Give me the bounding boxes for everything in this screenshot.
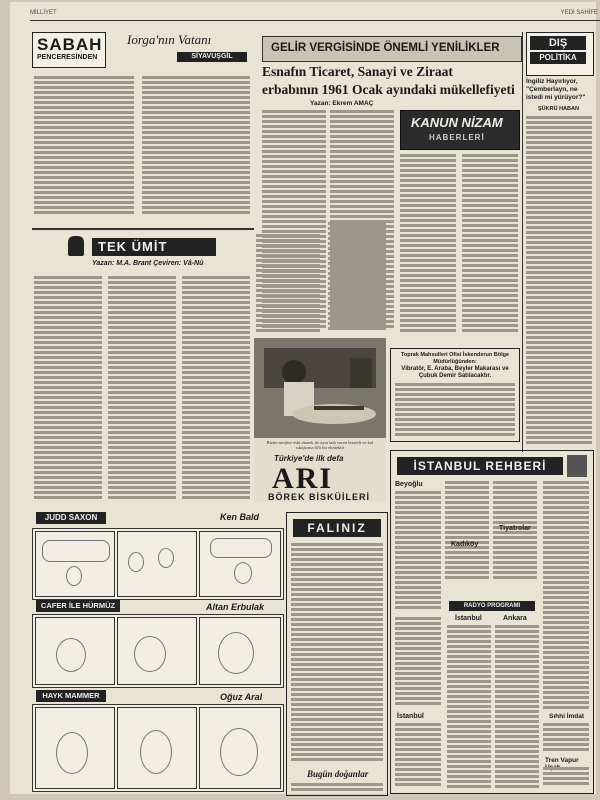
dis-title: DIŞ <box>530 36 586 50</box>
radyo-ankara-list <box>495 625 539 789</box>
vergi-author: Yazan: Ekrem AMAÇ <box>310 100 374 107</box>
rehber-sihhi: Sıhhi İmdat <box>549 713 585 720</box>
rehber-vapur-list <box>543 767 589 789</box>
rehber-istanbul-2: İstanbul <box>397 713 424 720</box>
ari-product: BÖREK BİSKÜİLERİ <box>268 492 371 502</box>
tek-text-col1 <box>34 276 102 504</box>
sabah-subtitle: PENCERESİNDEN <box>37 54 98 61</box>
vergi-banner-text: GELİR VERGİSİNDE ÖNEMLİ YENİLİKLER <box>271 42 500 54</box>
sabah-column <box>32 32 252 222</box>
figure <box>66 566 82 586</box>
sabah-rule <box>32 228 254 230</box>
speech-bubble <box>42 540 110 562</box>
figure <box>134 636 166 672</box>
comic-panel <box>35 707 115 789</box>
comic-hayk-title: HAYK MAMMER <box>36 690 106 702</box>
rehber-kadikoy: Kadıköy <box>451 541 479 548</box>
sabah-headline: Iorga'nın Vatanı <box>127 32 212 47</box>
rehber-beyoglu-list <box>395 491 441 611</box>
comic-panel <box>117 707 197 789</box>
sabah-author: SİYAVUŞGİL <box>177 52 247 62</box>
figure <box>218 632 254 674</box>
rehber-sihhi-list <box>543 723 589 753</box>
toprak-notice <box>390 348 520 442</box>
figure <box>220 728 258 776</box>
newspaper-page <box>10 2 596 794</box>
figure <box>158 548 174 568</box>
comic-panel <box>117 617 197 685</box>
kanun-text-col2 <box>462 154 518 334</box>
radyo-istanbul-list <box>447 625 491 789</box>
ari-tagline: Bizim meşhur eski ekmek ile aynı tadı veren lezzetli ve bol sıkıştırma lifli bir ekmektir <box>266 440 374 450</box>
rehber-vapur: Tren Vapur <box>545 757 579 764</box>
rehber-beyoglu: Beyoğlu <box>395 481 423 488</box>
figure <box>140 730 172 774</box>
kanun-box <box>400 110 520 150</box>
dis-headline: İngiliz Hayırlıyor, "Çemberlayn, ne istedi mi yürüyor?" <box>526 78 586 101</box>
figure <box>234 562 252 584</box>
fal-text <box>291 543 383 765</box>
tek-portrait-icon <box>68 236 84 256</box>
ari-intro: Türkiye'de ilk defa <box>274 454 344 463</box>
kanun-title: KANUN NİZAM <box>411 115 503 130</box>
rehber-radyo: RADYO PROGRAMI <box>449 601 535 611</box>
figure <box>128 552 144 572</box>
dis-text <box>526 116 592 446</box>
kanun-text-col1 <box>400 154 456 334</box>
fal-box <box>286 512 388 796</box>
tek-author: Yazan: M.A. Brant Çeviren: Vâ-Nû <box>92 260 204 267</box>
vergi-cont-text <box>328 222 386 332</box>
tek-header <box>32 234 252 272</box>
comic-judd-author: Ken Bald <box>220 512 260 522</box>
figure <box>56 732 88 774</box>
top-rule <box>30 20 600 21</box>
comic-panel <box>199 707 281 789</box>
rehber-box <box>390 450 594 794</box>
kanun-subtitle: HABERLERİ <box>429 133 485 142</box>
baker-illustration <box>254 338 386 438</box>
fal-footer-text <box>291 783 383 793</box>
tek-text-col2 <box>108 276 176 504</box>
dis-subtitle: POLİTİKA <box>530 52 586 64</box>
vergi-headline-1: Esnafın Ticaret, Sanayi ve Ziraat <box>262 64 453 79</box>
masthead-right: YEDİ SAHİFE <box>560 10 598 16</box>
dis-author: ŞÜKRÜ HABAN <box>538 106 579 112</box>
rehber-radyo-ankara: Ankara <box>503 615 527 622</box>
vergi-banner <box>262 36 522 62</box>
tek-text-col4 <box>256 234 320 334</box>
sabah-text-col1 <box>34 76 134 216</box>
vergi-continuation <box>328 222 388 336</box>
ari-brand: ARI <box>272 462 334 495</box>
comic-panel <box>117 531 197 597</box>
toprak-text <box>395 383 515 437</box>
masthead-left: MİLLİYET <box>30 10 57 16</box>
masthead-strip <box>30 8 600 20</box>
rehber-title: İSTANBUL REHBERİ <box>397 457 563 475</box>
comic-panel <box>199 617 281 685</box>
fal-footer: Bugün doğanlar <box>307 769 369 779</box>
speech-bubble <box>210 538 272 558</box>
comic-judd-title: JUDD SAXON <box>36 512 106 524</box>
rehber-col1-lower <box>395 617 441 707</box>
tek-text-col3 <box>182 276 250 504</box>
vergi-headline-2: erbabının 1961 Ocak ayındaki mükellefiyeti <box>262 82 515 97</box>
rehber-col2 <box>445 481 489 581</box>
comic-cafer-strip <box>32 614 284 688</box>
fal-title: FALINIZ <box>293 519 381 537</box>
comic-judd-strip <box>32 528 284 600</box>
comic-hayk-author: Oğuz Aral <box>220 692 263 702</box>
toprak-title: Toprak Mahsulleri Ofisi İskenderun Bölge Müdürlüğünden: <box>400 352 510 365</box>
toprak-subtitle: Vibratör, E. Araba, Beyler Makarası ve Çubuk Demir Satılacaktır. <box>401 366 509 379</box>
tek-title: TEK ÜMİT <box>92 238 216 256</box>
ari-advertisement <box>254 338 386 502</box>
comic-panel <box>199 531 281 597</box>
sabah-title: SABAH <box>37 35 103 54</box>
rehber-istanbul-list <box>395 723 441 787</box>
sabah-text-col2 <box>142 76 250 216</box>
sabah-header-box <box>32 32 106 68</box>
dis-header-box <box>526 32 594 76</box>
rehber-tiyatrolar: Tiyatrolar <box>499 525 531 532</box>
comic-cafer-title: CAFER İLE HÜRMÜZ <box>36 600 120 612</box>
comic-panel <box>35 617 115 685</box>
comic-panel <box>35 531 115 597</box>
figure <box>56 638 86 672</box>
comic-cafer-author: Altan Erbulak <box>206 602 265 612</box>
rehber-col4 <box>543 481 589 711</box>
rehber-radyo-istanbul: İstanbul <box>455 615 482 622</box>
mosque-icon <box>567 455 587 477</box>
comic-hayk-strip <box>32 704 284 792</box>
dis-rule <box>522 32 523 452</box>
